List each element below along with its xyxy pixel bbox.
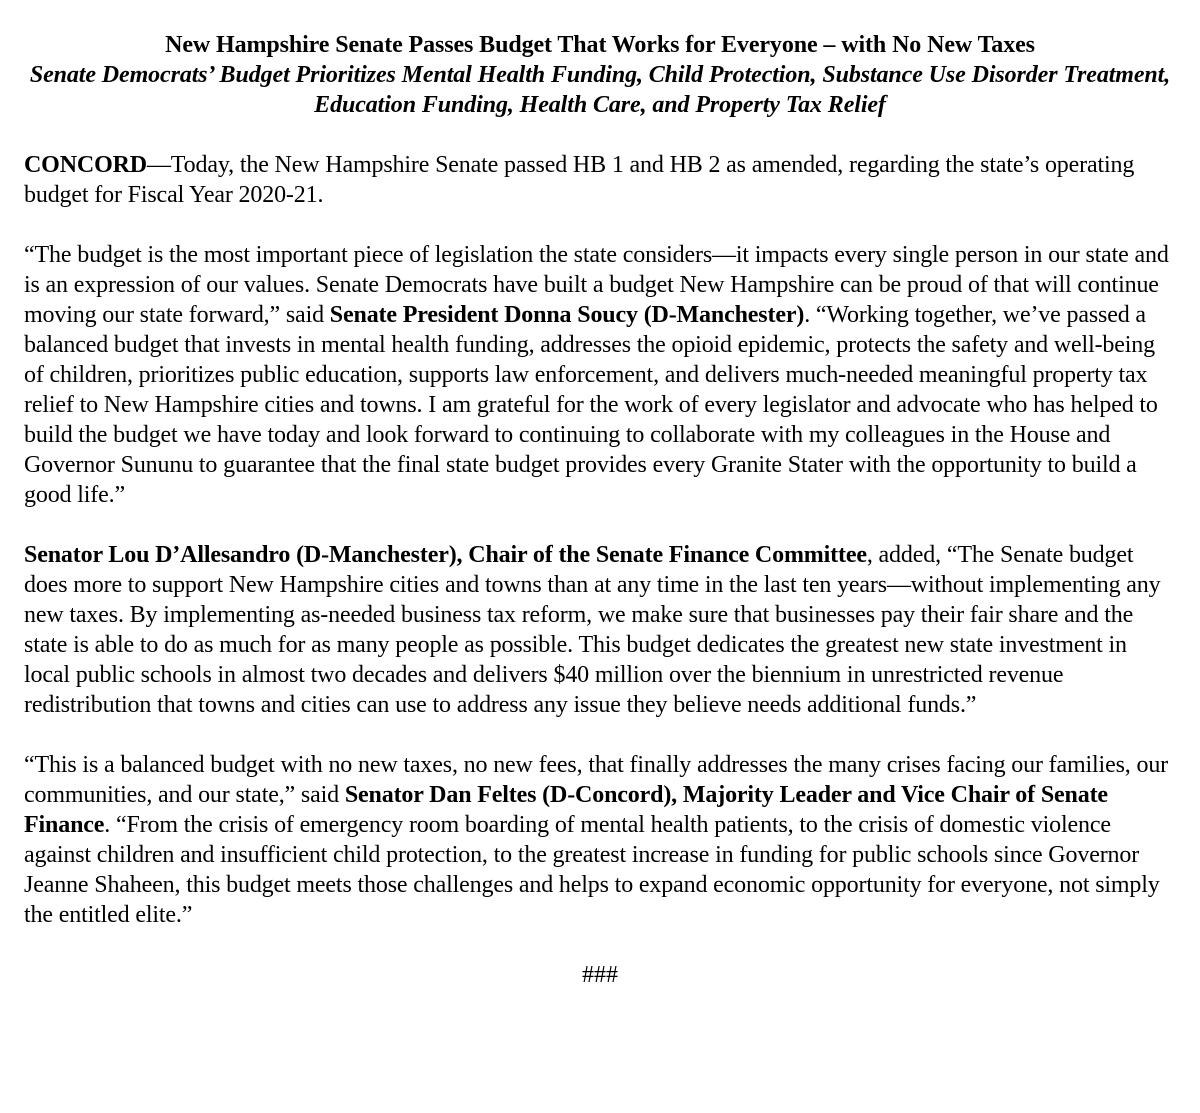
soucy-attribution: Senate President Donna Soucy (D-Manchester) — [329, 302, 805, 328]
end-mark: ### — [582, 962, 618, 988]
paragraph-dallesandro-quote — [24, 540, 1176, 720]
paragraph-feltes-quote — [24, 750, 1176, 930]
subheadline: Senate Democrats’ Budget Prioritizes Mental Health Funding, Child Protection, Substance Use Disorder Treatment, Education Funding, Health Care, and Property Tax Relief — [29, 62, 1171, 118]
dallesandro-attribution: Senator Lou D’Allesandro (D-Manchester), Chair of the Senate Finance Committee — [24, 542, 867, 568]
feltes-attribution: Senator Dan Feltes (D-Concord), Majority Leader and Vice Chair of Senate Finance — [24, 782, 1108, 838]
headline: New Hampshire Senate Passes Budget That Works for Everyone – with No New Taxes — [165, 32, 1035, 58]
paragraph-intro — [24, 150, 1176, 210]
press-release-document — [24, 30, 1176, 990]
dallesandro-quote: , added, “The Senate budget does more to support New Hampshire cities and towns than at any time in the last ten years—without implementing any new taxes. By implementing as-needed business tax reform, we make sure that businesses pay their fair share and the state is able to do as much for as many people as possible. This budget dedicates the greatest new state investment in local public schools in almost two decades and delivers $40 million over the biennium in unrestricted revenue redistribution that towns and cities can use to address any issue they believe needs additional funds.” — [24, 542, 1161, 718]
feltes-quote-part-2: . “From the crisis of emergency room boarding of mental health patients, to the crisis of domestic violence against children and insufficient child protection, to the greatest increase in funding for public schools since Governor Jeanne Shaheen, this budget meets those challenges and helps to expand economic opportunity for everyone, not simply the entitled elite.” — [24, 812, 1160, 928]
soucy-quote-part-2: . “Working together, we’ve passed a balanced budget that invests in mental health funding, addresses the opioid epidemic, protects the safety and well-being of children, prioritizes public education, supports law enforcement, and delivers much-needed meaningful property tax relief to New Hampshire cities and towns. I am grateful for the work of every legislator and advocate who has helped to build the budget we have today and look forward to continuing to collaborate with my colleagues in the House and Governor Sununu to guarantee that the final state budget provides every Granite Stater with the opportunity to build a good life.” — [24, 302, 1158, 508]
intro-text: —Today, the New Hampshire Senate passed HB 1 and HB 2 as amended, regarding the state’s operating budget for Fiscal Year 2020-21. — [24, 152, 1135, 208]
soucy-quote-part-1: “The budget is the most important piece of legislation the state considers—it impacts every single person in our state and is an expression of our values. Senate Democrats have built a budget New Hampshire can be proud of that will continue moving our state forward,” said — [24, 242, 1169, 328]
dateline: CONCORD — [24, 152, 147, 178]
paragraph-soucy-quote — [24, 240, 1176, 510]
feltes-quote-part-1: “This is a balanced budget with no new taxes, no new fees, that finally addresses the many crises facing our families, our communities, and our state,” said — [24, 752, 1169, 808]
